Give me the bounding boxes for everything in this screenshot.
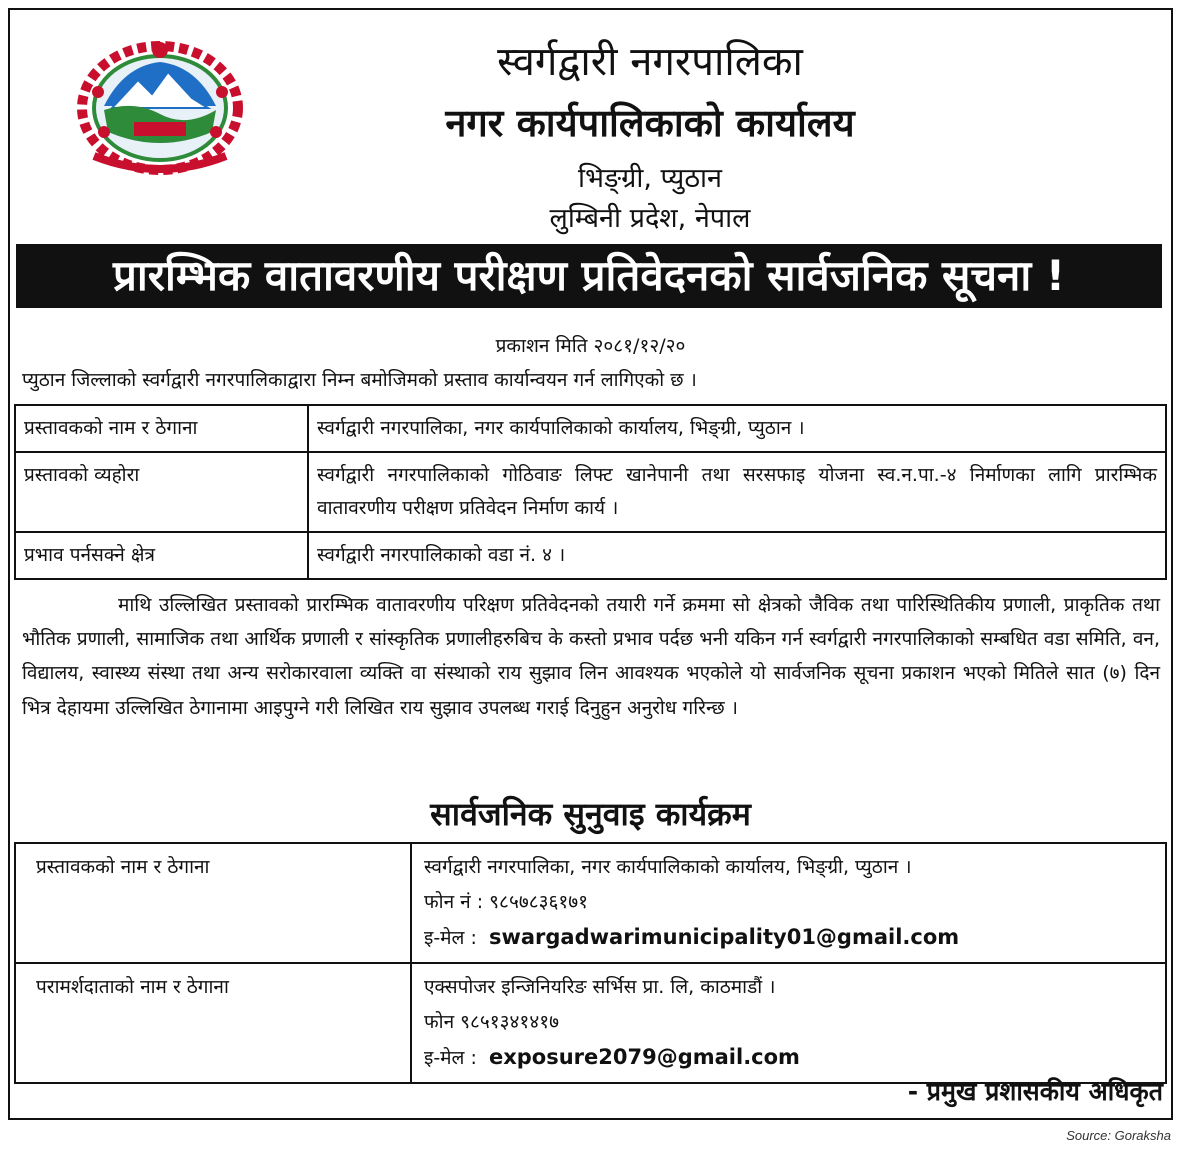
email-label: इ-मेल :: [424, 927, 477, 949]
table-row: [15, 405, 1166, 452]
table-row: [15, 452, 1166, 532]
public-hearing-heading: सार्वजनिक सुनुवाइ कार्यक्रम: [430, 795, 751, 833]
proposer-label: प्रस्तावकको नाम र ठेगाना: [15, 405, 308, 452]
proposal-subject-value: स्वर्गद्वारी नगरपालिकाको गोठिवाङ लिफ्ट खानेपानी तथा सरसफाइ योजना स्व.न.पा.-४ निर्माणका लागि प्रारम्भिक वातावरणीय परीक्षण प्रतिवेदन निर्माण कार्य ।: [308, 452, 1166, 532]
hearing-proposer-details: [411, 843, 1166, 963]
hearing-proposer-phone: फोन नं : ९८५७८३६१७१: [424, 891, 588, 913]
notice-title: प्रारम्भिक वातावरणीय परीक्षण प्रतिवेदनको सार्वजनिक सूचना !: [16, 244, 1162, 308]
consultant-email-link[interactable]: exposure2079@gmail.com: [488, 1045, 800, 1069]
proposal-table: [14, 404, 1167, 580]
intro-text: प्युठान जिल्लाको स्वर्गद्वारी नगरपालिकाद्वारा निम्न बमोजिमको प्रस्ताव कार्यान्वयन गर्न लागिएको छ ।: [22, 369, 697, 391]
hearing-consultant-name: एक्सपोजर इन्जिनियरिङ सर्भिस प्रा. लि, काठमाडौं ।: [424, 976, 776, 998]
affected-area-value: स्वर्गद्वारी नगरपालिकाको वडा नं. ४ ।: [308, 532, 1166, 579]
public-hearing-table: [14, 842, 1167, 1084]
table-row: [15, 843, 1166, 963]
municipality-name: स्वर्गद्वारी नगरपालिका: [497, 39, 803, 85]
office-place: भिङ्ग्री, प्युठान: [577, 163, 722, 194]
body-paragraph: [22, 588, 1160, 725]
notice-sheet: [8, 8, 1173, 1120]
office-province: लुम्बिनी प्रदेश, नेपाल: [549, 203, 751, 234]
affected-area-label: प्रभाव पर्नसक्ने क्षेत्र: [15, 532, 308, 579]
nepal-government-emblem-icon: [74, 36, 246, 178]
table-row: [15, 532, 1166, 579]
hearing-consultant-details: [411, 963, 1166, 1083]
body-paragraph-text: माथि उल्लिखित प्रस्तावको प्रारम्भिक वातावरणीय परिक्षण प्रतिवेदनको तयारी गर्ने क्रममा सो क्षेत्रको जैविक तथा पारिस्थितिकीय प्रणाली, प्राकृतिक तथा भौतिक प्रणाली, सामाजिक तथा आर्थिक प्रणाली र सांस्कृतिक प्रणालीहरुबिच के कस्तो प्रभाव पर्दछ भनी यकिन गर्न स्वर्गद्वारी नगरपालिकाको सम्बधित वडा समिति, वन, विद्यालय, स्वास्थ्य संस्था तथा अन्य सरोकारवाला व्यक्ति वा संस्थाको राय सुझाव लिन आवश्यक भएकोले यो सार्वजनिक सूचना प्रकाशन भएको मितिले सात (७) दिन भित्र देहायमा उल्लिखित ठेगानामा आइपुग्ने गरी लिखित राय सुझाव उपलब्ध गराई दिनुहुन अनुरोध गरिन्छ ।: [22, 594, 1160, 719]
publication-date: प्रकाशन मिति २०८१/१२/२०: [495, 335, 686, 357]
proposer-email-link[interactable]: swargadwarimunicipality01@gmail.com: [488, 925, 960, 949]
hearing-consultant-phone: फोन ९८५१३४१४१७: [424, 1011, 559, 1033]
email-label: इ-मेल :: [424, 1047, 477, 1069]
office-name: नगर कार्यपालिकाको कार्यालय: [445, 101, 855, 145]
table-row: [15, 963, 1166, 1083]
hearing-proposer-email-line: [424, 920, 1153, 956]
hearing-consultant-label: परामर्शदाताको नाम र ठेगाना: [15, 963, 411, 1083]
source-credit: Source: Goraksha: [1066, 1128, 1171, 1143]
proposal-subject-label: प्रस्तावको व्यहोरा: [15, 452, 308, 532]
hearing-consultant-email-line: [424, 1040, 1153, 1076]
hearing-proposer-label: प्रस्तावकको नाम र ठेगाना: [15, 843, 411, 963]
hearing-proposer-name: स्वर्गद्वारी नगरपालिका, नगर कार्यपालिकाको कार्यालय, भिङ्ग्री, प्युठान ।: [424, 856, 912, 878]
proposer-value: स्वर्गद्वारी नगरपालिका, नगर कार्यपालिकाको कार्यालय, भिङ्ग्री, प्युठान ।: [308, 405, 1166, 452]
signatory-title: - प्रमुख प्रशासकीय अधिकृत: [907, 1077, 1163, 1106]
